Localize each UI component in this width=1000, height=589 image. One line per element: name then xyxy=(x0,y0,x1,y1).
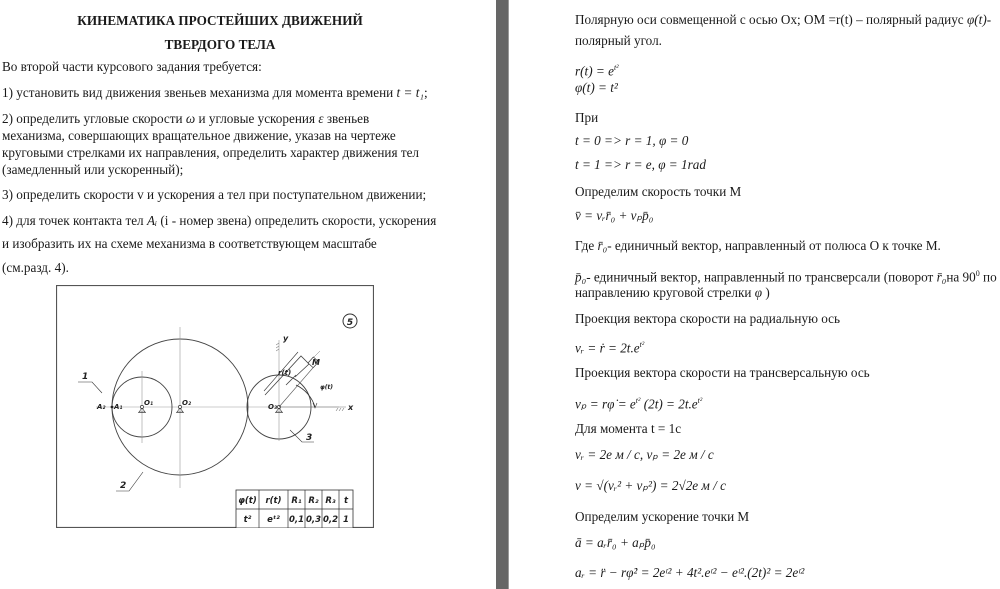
equation-phi-of-t: φ(t) = t² xyxy=(575,80,618,95)
equation-vr xyxy=(575,337,644,356)
p0-line-2-end: ) xyxy=(762,285,770,300)
task-item-4-text-b: (i - номер звена) определить скорости, ускорения xyxy=(157,213,437,228)
table-value-cell: 0,1 xyxy=(288,515,305,525)
label-a1: A₁ xyxy=(114,403,123,411)
p0-description-a: - единичный вектор, направленный по трансверсали (поворот xyxy=(586,269,937,285)
right-page xyxy=(509,0,1000,589)
p0-description-b: на 90 xyxy=(946,269,976,285)
x-axis-hatch xyxy=(336,408,344,411)
task-item-1-text: 1) установить вид движения звеньев механизма для момента времени xyxy=(2,85,397,100)
label-a2: A₂ xyxy=(97,403,106,411)
label-link-2: 2 xyxy=(120,481,127,491)
task-item-2-text-b: и угловые ускорения xyxy=(195,111,319,126)
where-label: Где xyxy=(575,238,598,253)
task-item-4-line-3: (см.разд. 4). xyxy=(2,260,69,275)
label-o2: O₂ xyxy=(182,399,192,407)
task-item-2-text-c: звеньев xyxy=(323,111,370,126)
equation-vp-base: vₚ = rφ̇ = e xyxy=(575,396,636,412)
p0-description-c: по xyxy=(979,269,997,285)
equation-r-base: r(t) = e xyxy=(575,63,614,79)
table-header-cell: φ(t) xyxy=(238,496,257,506)
equation-vp-exp-2: t² xyxy=(697,396,703,405)
pri-label: При xyxy=(575,110,599,125)
equation-ar: aᵣ = r̈ − rφ̇² = 2eᵗ² + 4t².eᵗ² − eᵗ².(2t)² = 2eᵗ² xyxy=(575,565,805,580)
where-r0-line xyxy=(575,238,941,254)
table-header-cell: R₃ xyxy=(325,496,336,506)
equation-vp-mid: (2t) = 2t.e xyxy=(640,396,698,412)
equation-r-exp: t² xyxy=(613,63,619,72)
task-item-4-line-1 xyxy=(2,213,436,229)
equation-vr-exp: t² xyxy=(639,340,645,349)
phi-of-t-math: φ(t) xyxy=(966,12,987,27)
acceleration-heading: Определим ускорение точки М xyxy=(575,509,750,524)
degree-sup: 0 xyxy=(975,269,980,278)
equation-t-one: t = 1 => r = e, φ = 1rad xyxy=(575,157,706,172)
transverse-heading: Проекция вектора скорости на трансверсальную ось xyxy=(575,365,870,380)
equation-t-zero: t = 0 => r = 1, φ = 0 xyxy=(575,133,689,148)
moment-heading: Для момента t = 1с xyxy=(575,421,682,436)
task-item-1-end: ; xyxy=(423,85,428,100)
p0-line-1 xyxy=(575,266,997,285)
page-gutter xyxy=(496,0,509,589)
equation-acceleration-vector: ā = aᵣr̄₀ + aₚp̄₀ xyxy=(575,535,656,550)
task-item-4-math: Aᵢ xyxy=(146,213,158,228)
p0-vector-math: p̄₀ xyxy=(575,269,587,285)
label-r-t: r(t) xyxy=(278,369,292,377)
left-page xyxy=(0,0,496,589)
omega-symbol: ω xyxy=(185,111,196,126)
epsilon-symbol: ε xyxy=(318,111,324,126)
task-item-2-line-1 xyxy=(2,111,369,127)
p0-line-2 xyxy=(575,285,770,301)
table-header-cell: R₁ xyxy=(291,496,302,506)
task-item-1 xyxy=(2,85,428,101)
polar-axis-end: - xyxy=(986,12,992,27)
mechanism-figure xyxy=(56,285,374,528)
contact-point-a xyxy=(111,406,114,409)
label-phi-t: φ(t) xyxy=(320,384,334,391)
task-item-2-line-3: круговыми стрелками их направления, определить характер движения тел xyxy=(2,145,420,160)
polar-axis-line-2: полярный угол. xyxy=(575,33,662,48)
y-axis-hatch xyxy=(276,343,279,351)
polar-axis-line-1 xyxy=(575,12,991,28)
phi-math: φ xyxy=(754,285,763,300)
table-value-cell: 0,2 xyxy=(322,515,339,525)
label-link-1: 1 xyxy=(82,372,89,382)
task-item-2-line-4: (замедленный или ускоренный); xyxy=(2,162,184,177)
intro-text: Во второй части курсового задания требуется: xyxy=(2,59,262,74)
equation-velocity-vector: v̄ = vᵣr̄₀ + vₚp̄₀ xyxy=(575,208,654,223)
r0-description: - единичный вектор, направленный от полюса О к точке М. xyxy=(607,238,941,253)
mechanism-drawing xyxy=(56,285,374,528)
table-value-cell: t² xyxy=(243,515,252,525)
title-line-1: КИНЕМАТИКА ПРОСТЕЙШИХ ДВИЖЕНИЙ xyxy=(77,13,363,28)
equation-vp-exp-1: t² xyxy=(635,396,641,405)
table-value-cell: 0,3 xyxy=(305,515,322,525)
variant-number: 5 xyxy=(346,318,354,328)
task-item-4-text-a: 4) для точек контакта тел xyxy=(2,213,147,228)
task-item-4-line-2: и изобразить их на схеме механизма в соответствующем масштабе xyxy=(2,236,377,251)
polar-axis-text: Полярную оси совмещенной с осью Ox; OM =r(t) – полярный радиус xyxy=(575,12,967,27)
leader-1 xyxy=(78,382,102,393)
label-x-axis: x xyxy=(348,403,354,412)
equation-vr-base: vᵣ = ṙ = 2t.e xyxy=(575,340,640,356)
parameters-table xyxy=(236,490,353,528)
task-item-3: 3) определить скорости v и ускорения а тел при поступательном движении; xyxy=(2,187,427,202)
task-item-2-text-a: 2) определить угловые скорости xyxy=(2,111,186,126)
task-item-1-math: t = t₁ xyxy=(396,85,424,100)
label-y-axis: y xyxy=(283,334,289,343)
label-point-m: M xyxy=(312,358,320,367)
r0-vector-math-2: r̄₀ xyxy=(936,269,947,285)
table-header-cell: r(t) xyxy=(265,496,282,506)
label-link-3: 3 xyxy=(306,433,313,443)
equation-v-total: v = √(vᵣ² + vₚ²) = 2√2e м / с xyxy=(575,478,726,493)
radial-heading: Проекция вектора скорости на радиальную ось xyxy=(575,311,841,326)
table-value-cell: 1 xyxy=(343,515,349,525)
equation-v-values: vᵣ = 2e м / с, vₚ = 2e м / с xyxy=(575,447,714,462)
r0-vector-math: r̄₀ xyxy=(597,238,608,253)
table-value-cell: eᵗ² xyxy=(267,515,280,525)
table-header-cell: t xyxy=(343,496,349,506)
equation-vp xyxy=(575,393,702,412)
task-item-2-line-2: механизма, совершающих вращательное движение, указав на чертеже xyxy=(2,128,396,143)
label-o1: O₁ xyxy=(144,399,154,407)
velocity-heading: Определим скорость точки М xyxy=(575,184,742,199)
p0-line-2-text: направлению круговой стрелки xyxy=(575,285,755,300)
label-o3: O₃ xyxy=(268,403,278,411)
table-header-cell: R₂ xyxy=(308,496,319,506)
title-line-2: ТВЕРДОГО ТЕЛА xyxy=(164,37,276,52)
equation-r-of-t xyxy=(575,60,619,79)
